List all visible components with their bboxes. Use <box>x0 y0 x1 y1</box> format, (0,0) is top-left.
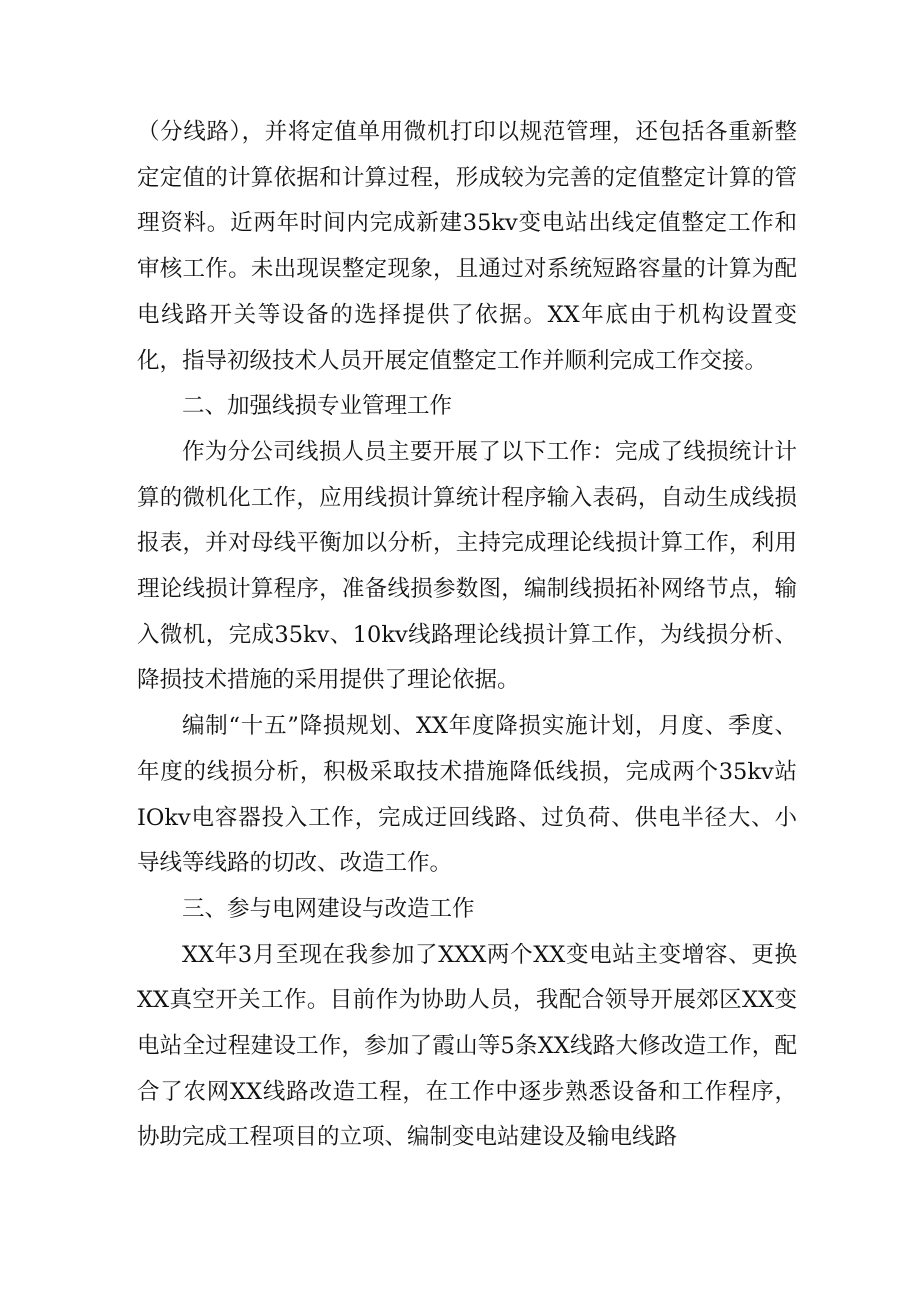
document-body <box>137 110 797 1161</box>
section-heading-line-loss: 二、加强线损专业管理工作 <box>182 393 453 420</box>
paragraph-grid-construction-work: XX年3月至现在我参加了XXX两个XX变电站主变增容、更换XX真空开关工作。目前作为协助人员，我配合领导开展郊区XX变电站全过程建设工作，参加了霞山等5条XX线路大修改造工作，配合了农网XX线路改造工程，在工作中逐步熟悉设备和工作程序，协助完成工程项目的立项、编制变电站建设及输电线路 <box>137 941 797 1151</box>
paragraph-loss-reduction-plan: 编制“十五”降损规划、XX年度降损实施计划，月度、季度、年度的线损分析，积极采取技术措施降低线损，完成两个35kv站IOkv电容器投入工作，完成迂回线路、过负荷、供电半径大、小导线等线路的切改、改造工作。 <box>137 713 797 877</box>
paragraph-line-loss-work: 作为分公司线损人员主要开展了以下工作：完成了线损统计计算的微机化工作，应用线损计算统计程序输入表码，自动生成线损报表，并对母线平衡加以分析，主持完成理论线损计算工作，利用理论线损计算程序，准备线损参数图，编制线损拓补网络节点，输入微机，完成35kv、10kv线路理论线损计算工作，为线损分析、降损技术措施的采用提供了理论依据。 <box>137 438 797 694</box>
paragraph-setting-calculation: （分线路），并将定值单用微机打印以规范管理，还包括各重新整定定值的计算依据和计算过程，形成较为完善的定值整定计算的管理资料。近两年时间内完成新建35kv变电站出线定值整定工作和审核工作。未出现误整定现象，且通过对系统短路容量的计算为配电线路开关等设备的选择提供了依据。XX年底由于机构设置变化，指导初级技术人员开展定值整定工作并顺利完成工作交接。 <box>137 119 797 374</box>
section-heading-grid-construction: 三、参与电网建设与改造工作 <box>182 895 475 922</box>
